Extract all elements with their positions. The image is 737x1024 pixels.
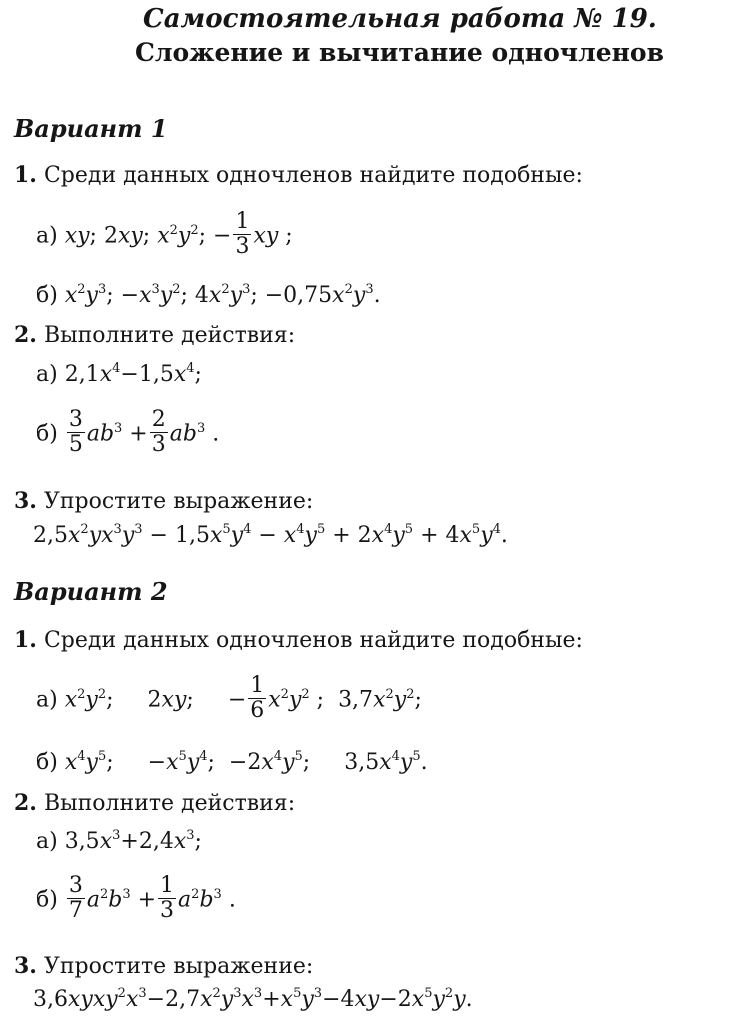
v2-task-2: 2. Выполните действия: (14, 790, 296, 816)
v1-task-3: 3. Упростите выражение: (14, 488, 314, 514)
v2-task-2a: а) $3,5x^3+2,4x^3$; (36, 828, 202, 854)
v1-task-3-expression: $2,5x^2yx^3y^3 - 1,5x^5y^4 - x^4y^5 + 2x^4y^5 + 4x^5y^4$. (33, 522, 508, 548)
page-subtitle: Сложение и вычитание одночленов (135, 38, 664, 67)
v2-task-3: 3. Упростите выражение: (14, 953, 314, 979)
v1-task-1b: б) $x^2y^3$; $-x^3y^2$; $4x^2y^3$; $-0,75x^2y^3$. (36, 282, 381, 308)
v1-task-1: 1. Среди данных одночленов найдите подобные: (14, 162, 583, 188)
v2-task-1a: а) $x^2y^2$; 2xy; − $\frac{1}{6}$ $x^2y^2$ ; $3,7x^2y^2$; (36, 673, 422, 723)
variant-2-heading: Вариант 2 (14, 577, 168, 606)
variant-1-heading: Вариант 1 (14, 114, 168, 143)
v2-fraction: $\frac{1}{6}$ (250, 673, 265, 723)
v2-task-1b: б) $x^4y^5$; $-x^5y^4$; $-2x^4y^5$; $3,5x^4y^5$. (36, 749, 428, 775)
v2-task-2b: б) $\frac{3}{7}$ $a^2b^3$ + $\frac{1}{3}$ $a^2b^3$ . (36, 873, 236, 923)
v1-task-2b: б) $\frac{3}{5}$ $ab^3$ + $\frac{2}{3}$ $ab^3$ . (36, 407, 220, 457)
v2-task-3-expression: $3,6xyxy^2x^3-2,7x^2y^3x^3+x^5y^3-4xy-2x^5y^2y$. (33, 986, 473, 1012)
v2-task-1: 1. Среди данных одночленов найдите подобные: (14, 627, 583, 653)
v1-task-2a: а) $2,1x^4-1,5x^4$; (36, 361, 202, 387)
v1-fraction: $\frac{1}{3}$ (235, 209, 250, 259)
v1-task-1a: а) xy; 2xy; $x^2y^2$; − $\frac{1}{3}$ xy ; (36, 209, 293, 259)
v1-task-2: 2. Выполните действия: (14, 322, 296, 348)
page-title: Самостоятельная работа № 19. (143, 4, 657, 34)
